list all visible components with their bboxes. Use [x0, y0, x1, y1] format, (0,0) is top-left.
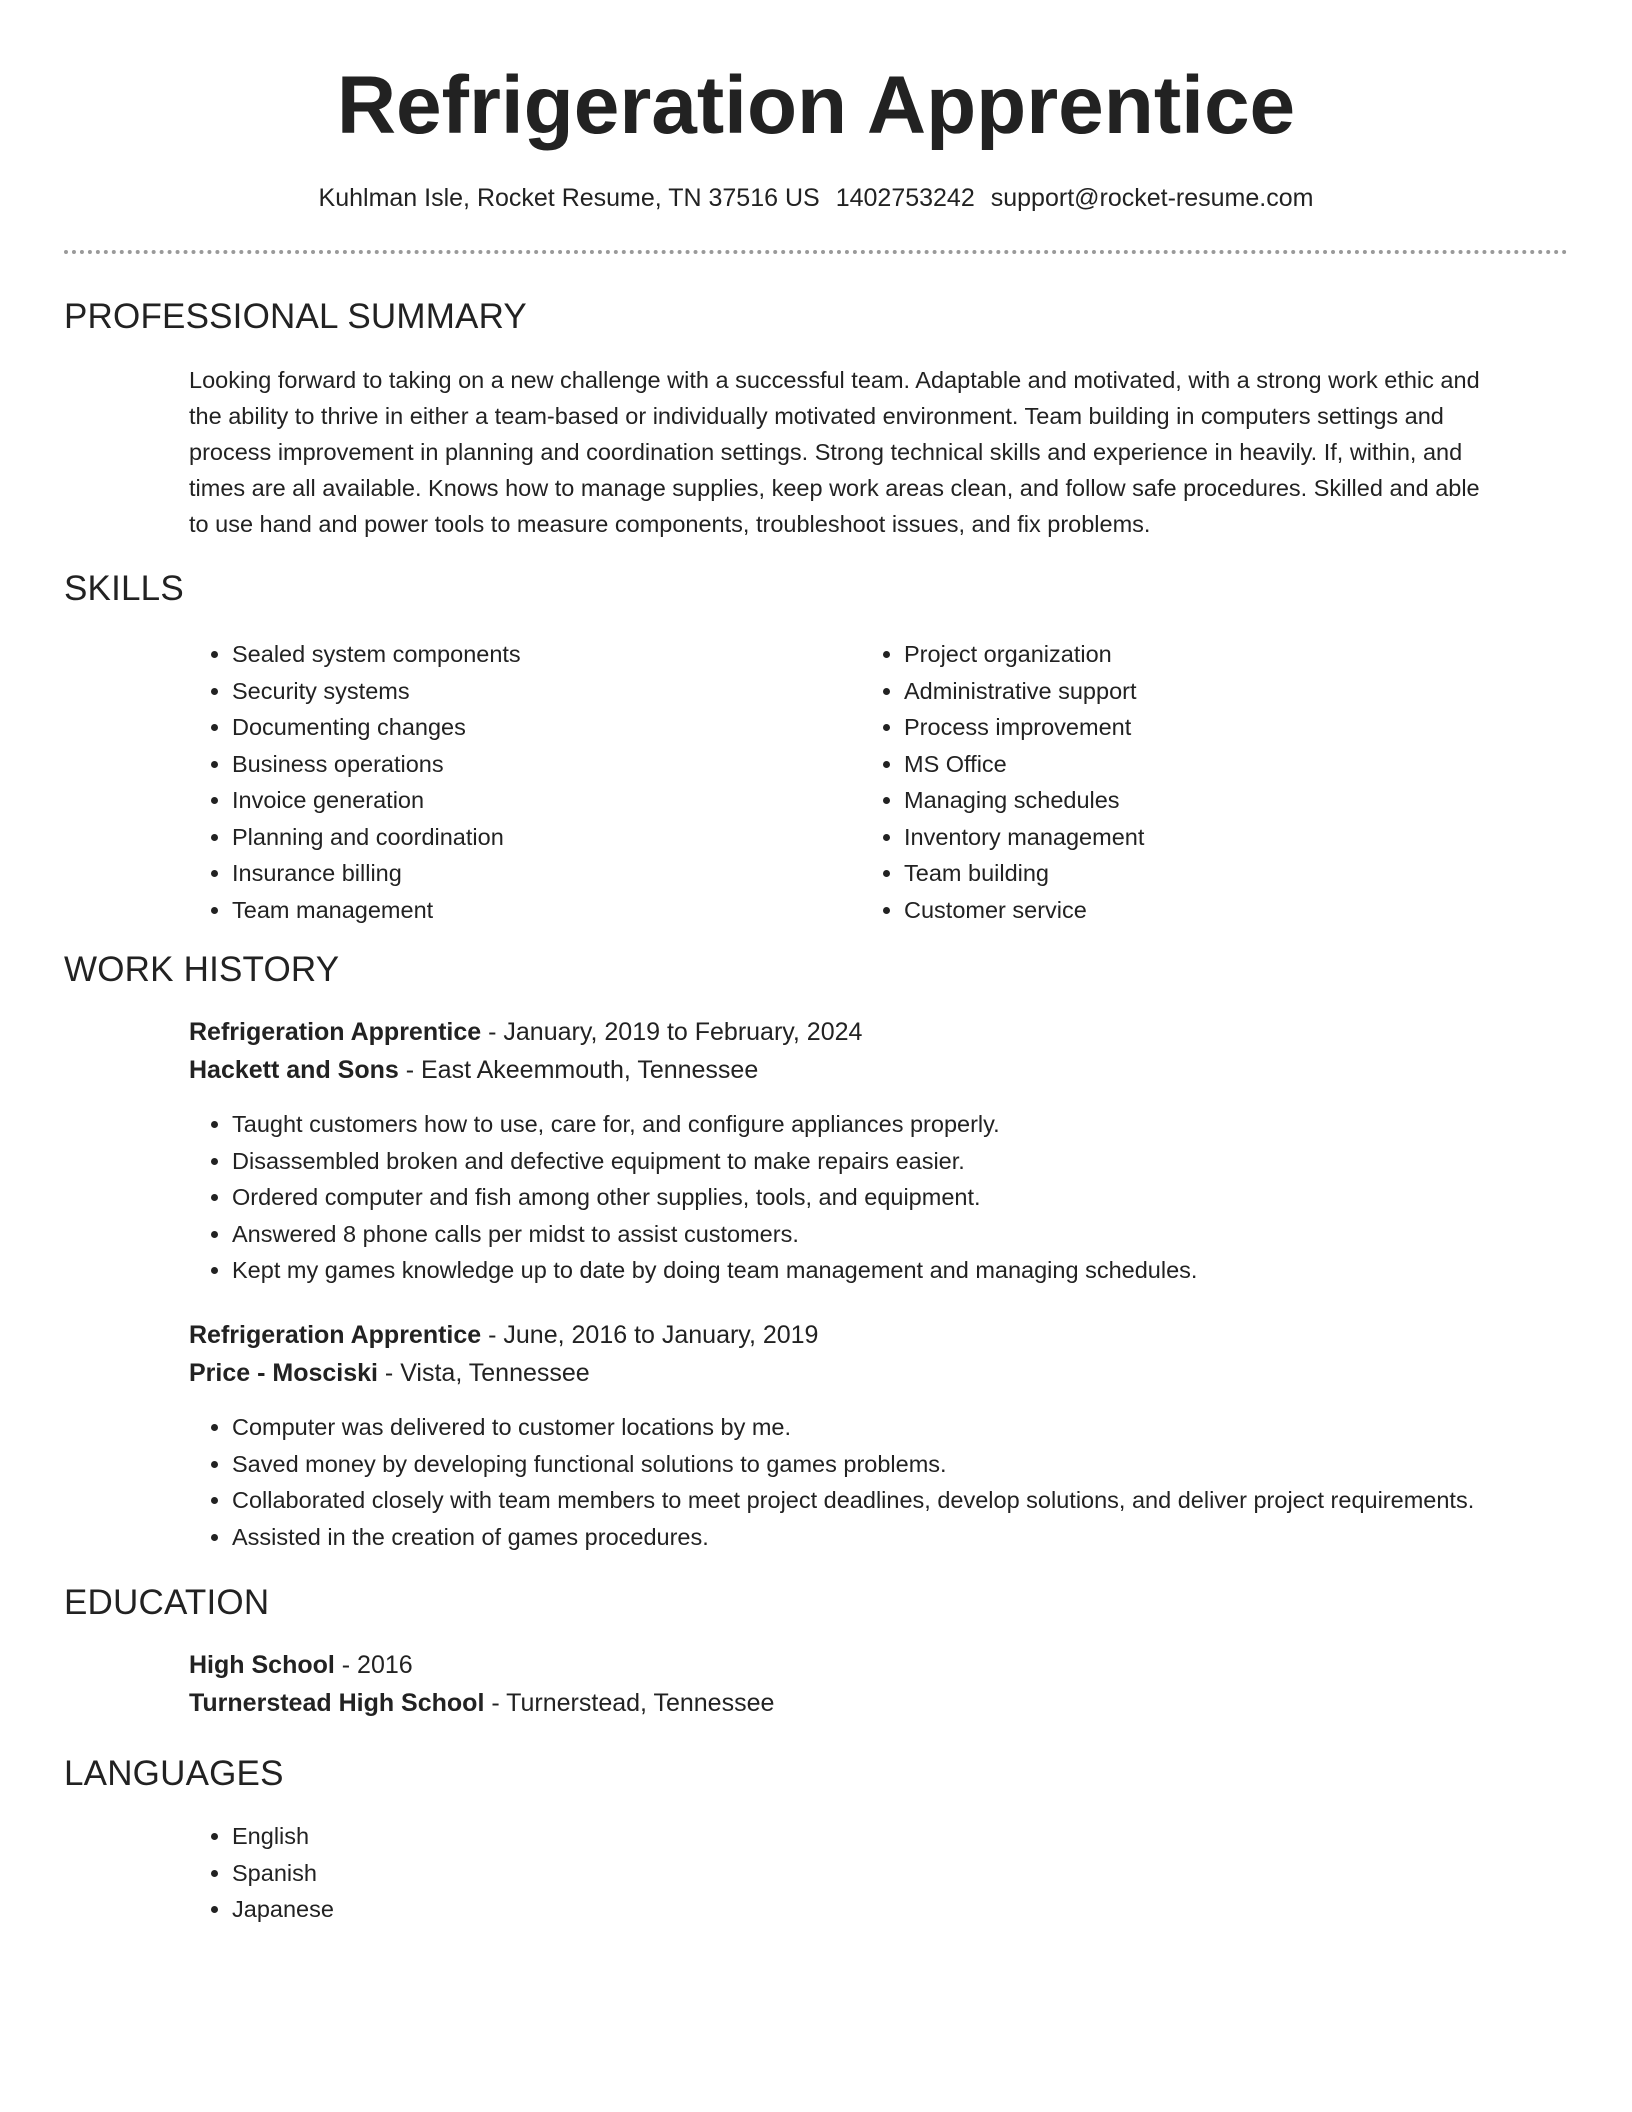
job-location: - East Akeemmouth, Tennessee: [398, 1056, 759, 1084]
skill-item: • Process improvement: [904, 709, 1144, 746]
skill-item: • Team building: [904, 855, 1144, 892]
education-location: - Turnerstead, Tennessee: [484, 1689, 775, 1717]
job-bullet: • Answered 8 phone calls per midst to assist customers.: [232, 1216, 1197, 1253]
languages-heading: LANGUAGES: [64, 1754, 284, 1793]
skills-list-left: [188, 636, 521, 928]
job-bullet: • Assisted in the creation of games procedures.: [232, 1519, 1474, 1556]
education-year: - 2016: [334, 1651, 413, 1679]
job-location: - Vista, Tennessee: [377, 1359, 590, 1387]
job-company-line: [189, 1053, 758, 1087]
education-degree: High School: [189, 1651, 335, 1679]
job-bullet: • Ordered computer and fish among other supplies, tools, and equipment.: [232, 1179, 1197, 1216]
skill-item: • Documenting changes: [232, 709, 521, 746]
skill-item: • Customer service: [904, 892, 1144, 929]
resume-name: Refrigeration Apprentice: [336, 60, 1296, 151]
language-item: • Japanese: [232, 1891, 334, 1928]
skill-item: • Project organization: [904, 636, 1144, 673]
skill-item: • Security systems: [232, 673, 521, 710]
header-divider: [64, 250, 1568, 254]
job-title-line: [189, 1015, 862, 1049]
job-bullets: [188, 1409, 1474, 1555]
job-bullet: • Collaborated closely with team members to meet project deadlines, develop solutions, and deliver project requirements.: [232, 1482, 1474, 1519]
education-school: Turnerstead High School: [189, 1689, 485, 1717]
education-school-line: [189, 1686, 774, 1720]
job-dates: - January, 2019 to February, 2024: [481, 1018, 863, 1046]
job-bullets: [188, 1106, 1197, 1289]
skill-item: • Insurance billing: [232, 855, 521, 892]
skill-item: • Inventory management: [904, 819, 1144, 856]
language-item: • English: [232, 1818, 334, 1855]
summary-line: to use hand and power tools to measure components, troubleshoot issues, and fix problems.: [189, 511, 1151, 537]
summary-line: process improvement in planning and coordination settings. Strong technical skills and experience in heavily. If, within, and: [189, 439, 1463, 465]
job-company: Hackett and Sons: [189, 1056, 399, 1084]
summary-line: Looking forward to taking on a new challenge with a successful team. Adaptable and motivated, with a strong work ethic and: [189, 367, 1480, 393]
skill-item: • Team management: [232, 892, 521, 929]
skill-item: • Planning and coordination: [232, 819, 521, 856]
job-company: Price - Mosciski: [189, 1359, 378, 1387]
job-bullet: • Kept my games knowledge up to date by doing team management and managing schedules.: [232, 1252, 1197, 1289]
job-company-line: [189, 1356, 590, 1390]
skill-item: • Business operations: [232, 746, 521, 783]
skills-heading: SKILLS: [64, 569, 184, 608]
contact-address: Kuhlman Isle, Rocket Resume, TN 37516 US: [318, 184, 820, 212]
skill-item: • MS Office: [904, 746, 1144, 783]
contact-line: [0, 182, 1632, 214]
languages-list: [188, 1818, 334, 1928]
job-bullet: • Disassembled broken and defective equipment to make repairs easier.: [232, 1143, 1197, 1180]
job-title: Refrigeration Apprentice: [189, 1018, 482, 1046]
summary-line: the ability to thrive in either a team-based or individually motivated environment. Team building in computers settings and: [189, 403, 1444, 429]
skill-item: • Administrative support: [904, 673, 1144, 710]
skills-list-right: [860, 636, 1144, 928]
job-dates: - June, 2016 to January, 2019: [481, 1321, 819, 1349]
skill-item: • Sealed system components: [232, 636, 521, 673]
job-title: Refrigeration Apprentice: [189, 1321, 482, 1349]
job-bullet: • Computer was delivered to customer locations by me.: [232, 1409, 1474, 1446]
contact-email: support@rocket-resume.com: [990, 184, 1314, 212]
summary-heading: PROFESSIONAL SUMMARY: [64, 297, 527, 336]
skill-item: • Managing schedules: [904, 782, 1144, 819]
contact-phone: 1402753242: [835, 184, 975, 212]
skill-item: • Invoice generation: [232, 782, 521, 819]
job-bullet: • Taught customers how to use, care for, and configure appliances properly.: [232, 1106, 1197, 1143]
education-heading: EDUCATION: [64, 1583, 270, 1622]
work-heading: WORK HISTORY: [64, 950, 340, 989]
language-item: • Spanish: [232, 1855, 334, 1892]
job-title-line: [189, 1318, 818, 1352]
summary-text: [189, 362, 1569, 542]
job-bullet: • Saved money by developing functional solutions to games problems.: [232, 1446, 1474, 1483]
education-degree-line: [189, 1648, 413, 1682]
summary-line: times are all available. Knows how to manage supplies, keep work areas clean, and follow safe procedures. Skilled and able: [189, 475, 1480, 501]
